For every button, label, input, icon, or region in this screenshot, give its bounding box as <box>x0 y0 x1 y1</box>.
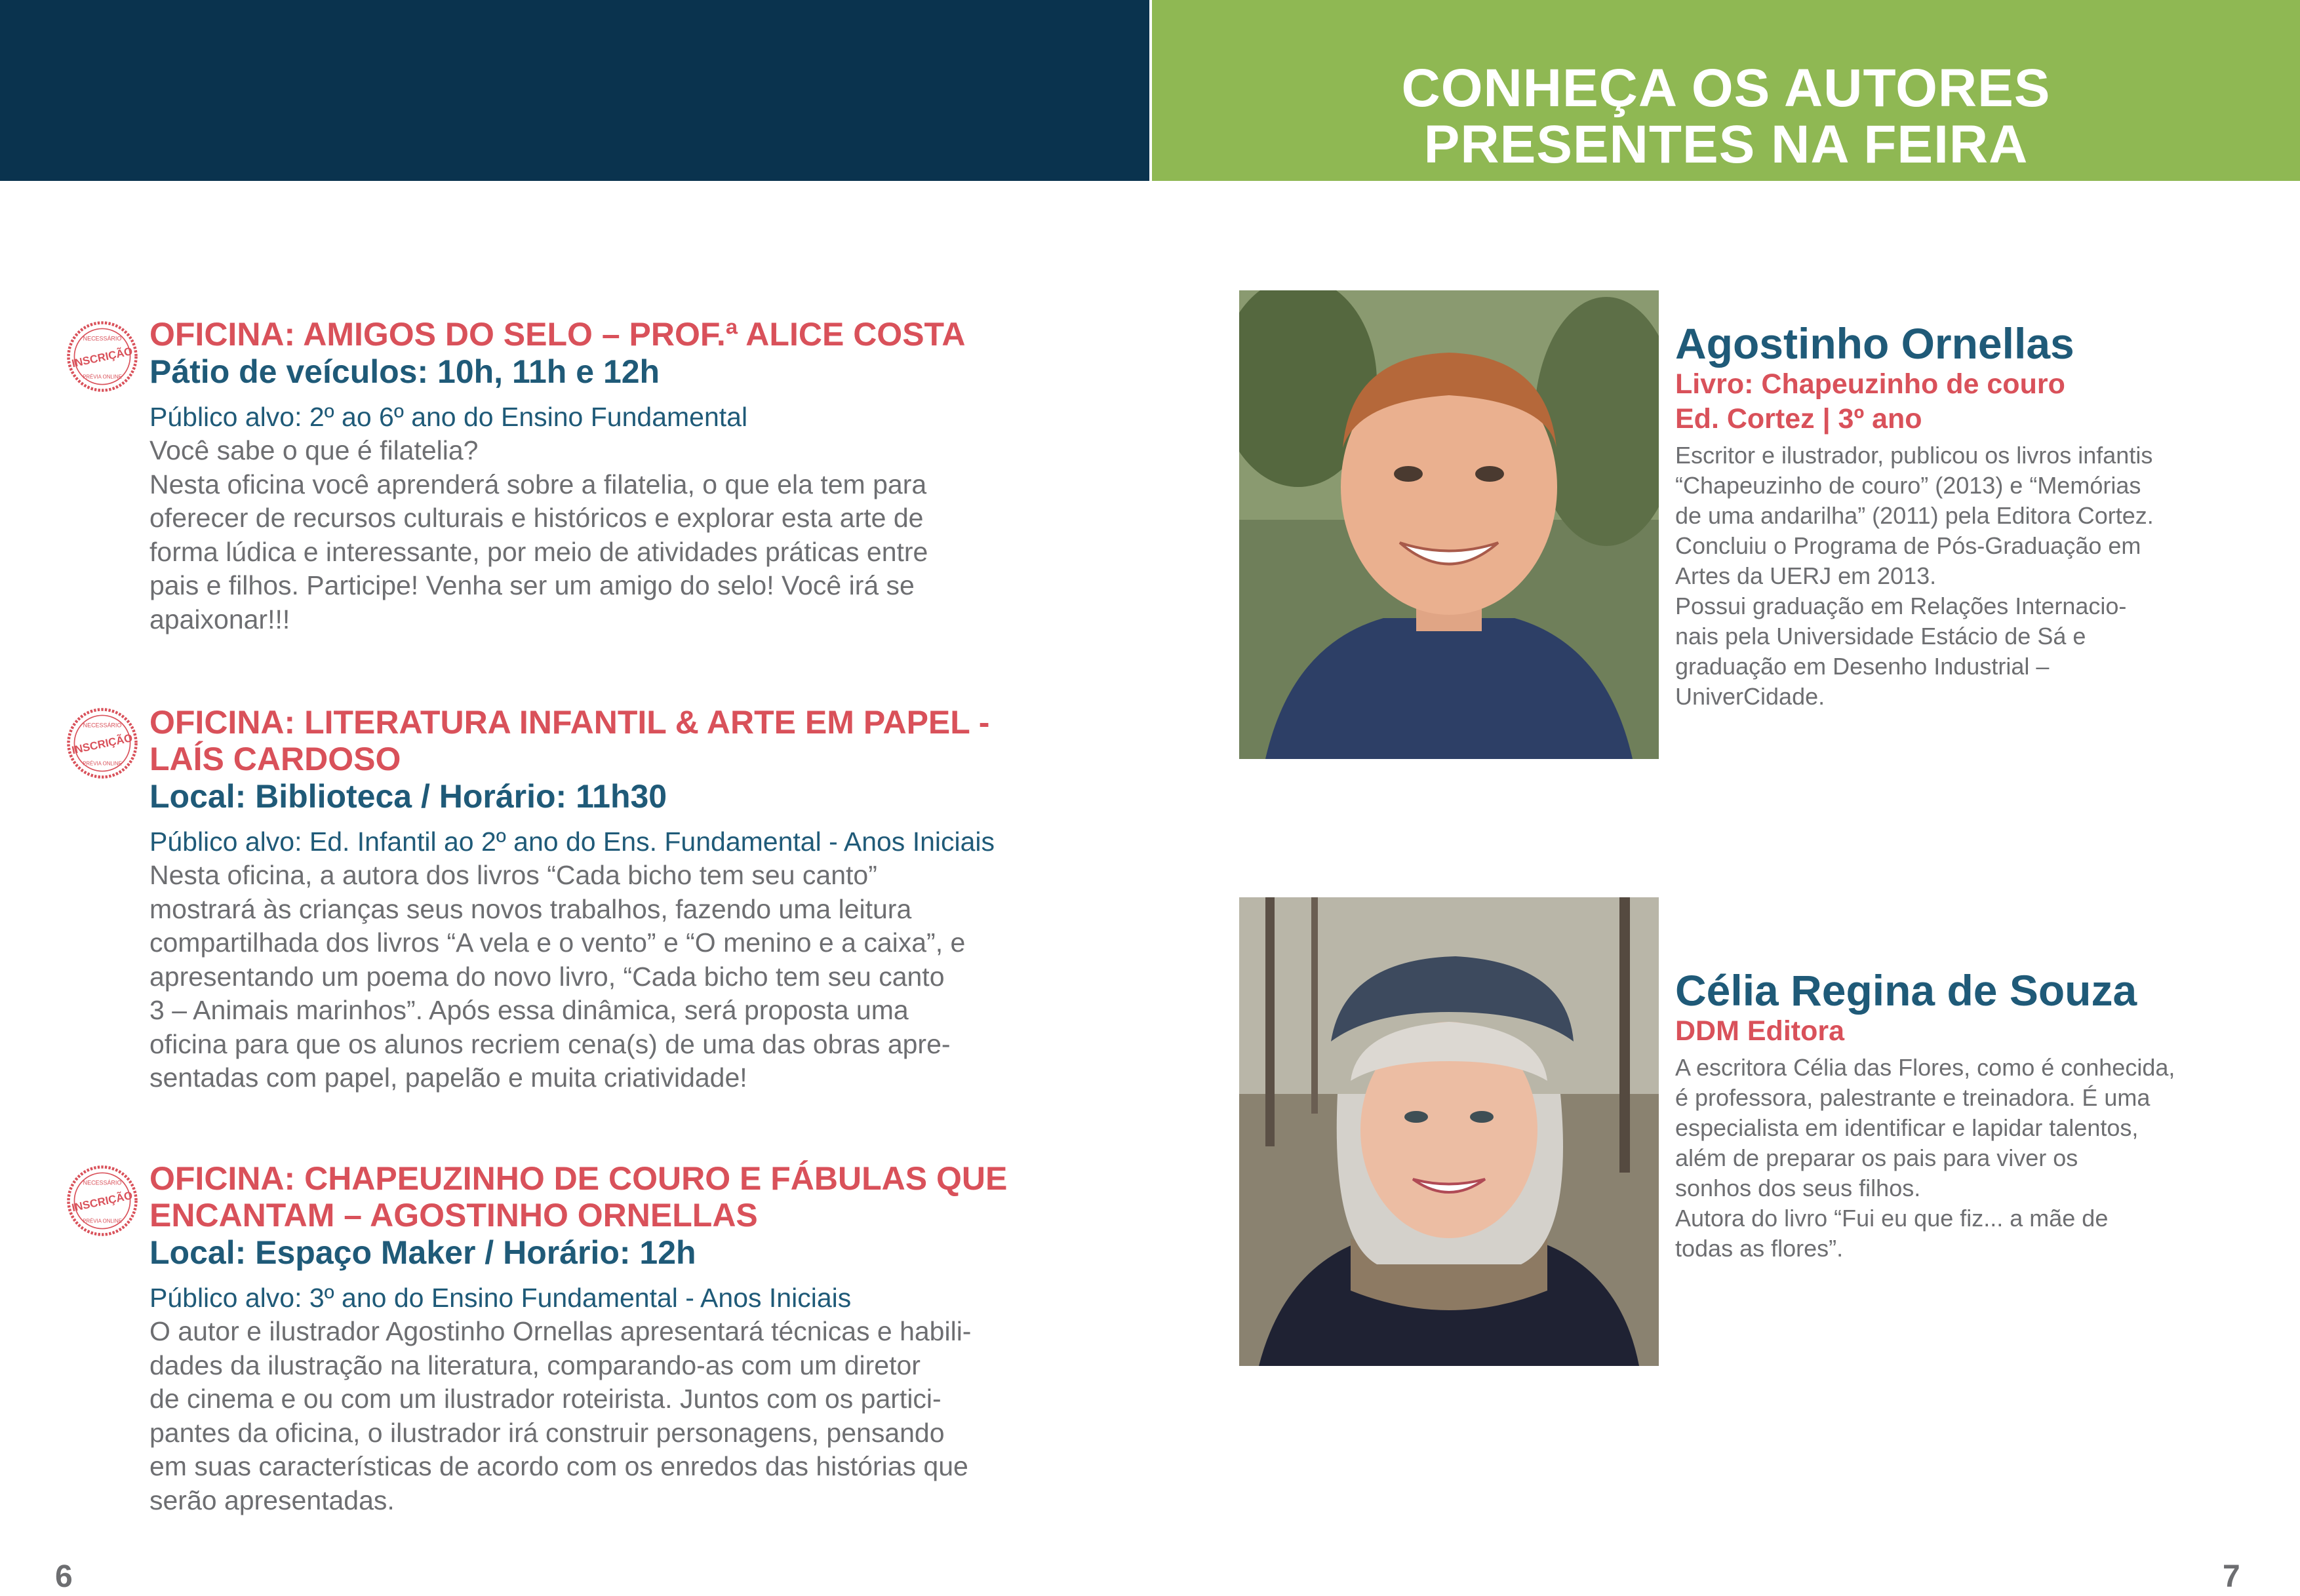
bio-line: de uma andarilha” (2011) pela Editora Cortez. <box>1675 502 2154 529</box>
stamp-main-text: INSCRIÇÃO <box>70 731 134 757</box>
author-publisher: Ed. Cortez | 3º ano <box>1675 403 1922 435</box>
description-line: sentadas com papel, papelão e muita criatividade! <box>149 1062 747 1093</box>
description-line: oficina para que os alunos recriem cena(s) de uma das obras apre- <box>149 1028 951 1059</box>
bio-line: Autora do livro “Fui eu que fiz... a mãe de <box>1675 1205 2109 1232</box>
header-title-line1: CONHEÇA OS AUTORES <box>1401 58 2051 118</box>
author-name: Agostinho Ornellas <box>1675 319 2074 368</box>
portrait-illustration <box>1239 897 1659 1366</box>
registration-stamp-icon <box>66 320 139 393</box>
author-publisher: DDM Editora <box>1675 1015 1844 1047</box>
bio-line: “Chapeuzinho de couro” (2013) e “Memórias <box>1675 472 2141 499</box>
workshop-description <box>149 859 1084 1095</box>
description-line: Nesta oficina, a autora dos livros “Cada bicho tem seu canto” <box>149 860 877 890</box>
bio-line: além de preparar os pais para viver os <box>1675 1144 2078 1171</box>
workshop-title <box>149 316 1084 353</box>
stamp-bottom-text: PRÉVIA ONLINE <box>83 760 122 767</box>
workshop-title-line: LAÍS CARDOSO <box>149 741 401 777</box>
workshop-place: Local: Biblioteca / Horário: 11h30 <box>149 778 667 815</box>
author-card-agostinho <box>1675 320 2226 712</box>
author-photo-celia <box>1239 897 1659 1366</box>
description-line: Você sabe o que é filatelia? <box>149 435 479 465</box>
bio-line: Artes da UERJ em 2013. <box>1675 562 1937 589</box>
bio-line: todas as flores”. <box>1675 1235 1844 1262</box>
stamp-bottom-text: PRÉVIA ONLINE <box>83 1218 122 1224</box>
stamp-top-text: NECESSÁRIO <box>83 1179 122 1186</box>
description-line: O autor e ilustrador Agostinho Ornellas apresentará técnicas e habili- <box>149 1316 972 1346</box>
workshop-title-line: ENCANTAM – AGOSTINHO ORNELLAS <box>149 1197 758 1234</box>
bio-line: especialista em identificar e lapidar talentos, <box>1675 1114 2139 1141</box>
stamp-top-text: NECESSÁRIO <box>83 722 122 729</box>
stamp-bottom-text: PRÉVIA ONLINE <box>83 374 122 380</box>
bio-line: graduação em Desenho Industrial – <box>1675 653 2050 680</box>
workshop-amigos-do-selo <box>149 316 1084 636</box>
registration-stamp-icon <box>66 707 139 780</box>
portrait-illustration <box>1239 290 1659 759</box>
description-line: apaixonar!!! <box>149 604 290 634</box>
description-line: mostrará às crianças seus novos trabalhos, fazendo uma leitura <box>149 893 912 924</box>
workshop-title-line: OFICINA: LITERATURA INFANTIL & ARTE EM PAPEL - <box>149 704 990 741</box>
bio-line: é professora, palestrante e treinadora. É uma <box>1675 1084 2151 1111</box>
description-line: 3 – Animais marinhos”. Após essa dinâmica, será proposta uma <box>149 995 909 1025</box>
description-line: Nesta oficina você aprenderá sobre a filatelia, o que ela tem para <box>149 469 927 499</box>
stamp-main-text: INSCRIÇÃO <box>70 1189 134 1215</box>
bio-line: A escritora Célia das Flores, como é conhecida, <box>1675 1054 2175 1081</box>
workshop-audience: Público alvo: Ed. Infantil ao 2º ano do Ens. Fundamental - Anos Iniciais <box>149 827 995 857</box>
workshop-title-line: OFICINA: CHAPEUZINHO DE COURO E FÁBULAS QUE <box>149 1160 1008 1197</box>
workshop-audience: Público alvo: 2º ao 6º ano do Ensino Fundamental <box>149 402 748 432</box>
bio-line: sonhos dos seus filhos. <box>1675 1175 1921 1201</box>
workshop-audience: Público alvo: 3º ano do Ensino Fundamental - Anos Iniciais <box>149 1283 852 1313</box>
workshop-chapeuzinho-de-couro <box>149 1160 1084 1517</box>
description-line: oferecer de recursos culturais e históricos e explorar esta arte de <box>149 503 924 533</box>
workshop-title <box>149 704 1084 777</box>
workshop-title <box>149 1160 1084 1234</box>
bio-line: UniverCidade. <box>1675 683 1825 710</box>
description-line: dades da ilustração na literatura, comparando-as com um diretor <box>149 1350 921 1380</box>
description-line: serão apresentadas. <box>149 1485 395 1515</box>
author-name: Célia Regina de Souza <box>1675 966 2137 1015</box>
workshop-description <box>149 1315 1084 1517</box>
description-line: forma lúdica e interessante, por meio de atividades práticas entre <box>149 536 928 567</box>
workshop-title-line: OFICINA: AMIGOS DO SELO – PROF.ª ALICE COSTA <box>149 316 966 353</box>
workshop-description <box>149 434 1084 636</box>
description-line: pantes da oficina, o ilustrador irá construir personagens, pensando <box>149 1417 945 1448</box>
page-number-left: 6 <box>55 1559 73 1594</box>
workshop-place: Local: Espaço Maker / Horário: 12h <box>149 1234 696 1271</box>
workshop-literatura-infantil <box>149 704 1084 1095</box>
author-bio <box>1675 440 2226 712</box>
registration-stamp-icon <box>66 1164 139 1237</box>
author-bio <box>1675 1053 2226 1264</box>
stamp-top-text: NECESSÁRIO <box>83 335 122 342</box>
author-card-celia <box>1675 967 2226 1264</box>
bio-line: nais pela Universidade Estácio de Sá e <box>1675 623 2086 650</box>
bio-line: Escritor e ilustrador, publicou os livros infantis <box>1675 442 2153 469</box>
bio-line: Concluiu o Programa de Pós-Graduação em <box>1675 532 2141 559</box>
bio-line: Possui graduação em Relações Internacio- <box>1675 593 2127 619</box>
header-title <box>1152 60 2300 173</box>
description-line: em suas características de acordo com os enredos das histórias que <box>149 1451 968 1481</box>
page-number-right: 7 <box>2223 1559 2240 1594</box>
author-book: Livro: Chapeuzinho de couro <box>1675 368 2065 400</box>
description-line: compartilhada dos livros “A vela e o vento” e “O menino e a caixa”, e <box>149 927 966 958</box>
workshop-place: Pátio de veículos: 10h, 11h e 12h <box>149 353 660 390</box>
header-title-line2: PRESENTES NA FEIRA <box>1423 115 2029 174</box>
header-navy-band <box>0 0 1149 181</box>
stamp-main-text: INSCRIÇÃO <box>70 345 134 370</box>
description-line: apresentando um poema do novo livro, “Cada bicho tem seu canto <box>149 961 945 992</box>
author-photo-agostinho <box>1239 290 1659 759</box>
description-line: pais e filhos. Participe! Venha ser um amigo do selo! Você irá se <box>149 570 915 600</box>
description-line: de cinema e ou com um ilustrador roteirista. Juntos com os partici- <box>149 1384 942 1414</box>
